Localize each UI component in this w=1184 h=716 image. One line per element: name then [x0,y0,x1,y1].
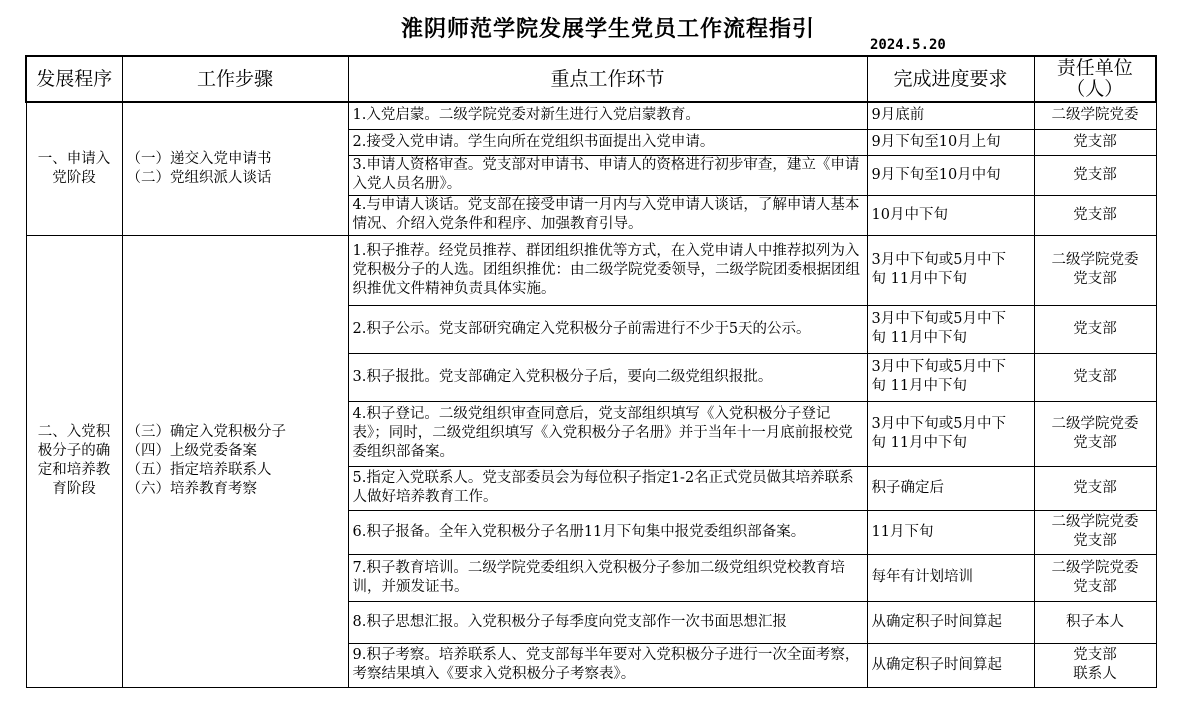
schedule-line: 旬 11月中下旬 [871,378,968,394]
unit-line: 二级学院党委 [1051,107,1139,124]
stage-cell [26,235,122,687]
unit-line: 二级学院党委 [1051,252,1139,268]
task-cell: 1.积子推荐。经党员推荐、群团组织推优等方式，在入党申请人中推荐拟列为入党积极分子的人选。团组织推优：由二级学院党委领导，二级学院团委根据团组织推优文件精神负责具体实施。 [348,235,867,305]
stage-label-line: 育阶段 [52,481,96,497]
schedule-line: 11月下旬 [871,523,934,540]
work-step: （三）确定入党积极分子 [126,424,286,440]
unit-cell [1034,353,1156,401]
stage-label-line: 极分子的确 [37,443,111,459]
schedule-line: 3月中下旬或5月中下 [871,415,1006,432]
unit-line: 党支部 [1073,206,1117,223]
unit-cell [1034,155,1156,195]
schedule-line: 9月下旬至10月中旬 [871,166,1001,183]
unit-line: 二级学院党委 [1051,415,1139,432]
schedule-line: 10月中下旬 [871,206,948,223]
unit-line: 党支部 [1073,368,1117,385]
task-cell: 3.申请人资格审查。党支部对申请书、申请人的资格进行初步审查，建立《申请入党人员名册》。 [348,155,867,195]
task-cell: 4.与申请人谈话。党支部在接受申请一月内与入党申请人谈话，了解申请人基本情况、介绍入党条件和程序、加强教育引导。 [348,195,867,235]
schedule-cell [867,129,1034,155]
table-row [26,102,1156,129]
work-step: （二）党组织派人谈话 [126,169,272,186]
unit-line: 党支部 [1073,533,1117,549]
unit-line: 党支部 [1073,271,1117,287]
schedule-line: 3月中下旬或5月中下 [871,359,1006,375]
steps-cell [122,235,348,687]
unit-cell [1034,195,1156,235]
unit-line: 积子本人 [1066,613,1124,630]
schedule-line: 9月下旬至10月上旬 [871,133,1001,150]
unit-cell [1034,102,1156,129]
schedule-line: 9月底前 [871,107,925,124]
steps-cell [122,102,348,235]
task-cell: 2.积子公示。党支部研究确定入党积极分子前需进行不少于5天的公示。 [348,305,867,353]
unit-cell [1034,601,1156,643]
unit-line: 党支部 [1073,479,1117,496]
schedule-cell [867,401,1034,466]
work-step: （六）培养教育考察 [126,481,257,497]
schedule-cell [867,305,1034,353]
stage-label-line: 一、申请入 [37,150,111,167]
schedule-cell [867,155,1034,195]
schedule-line: 3月中下旬或5月中下 [871,252,1006,268]
page-title: 淮阴师范学院发展学生党员工作流程指引 [400,17,815,42]
stage-label-line: 二、入党积 [37,424,111,440]
task-cell: 3.积子报批。党支部确定入党积极分子后，要向二级党组织报批。 [348,353,867,401]
unit-cell [1034,510,1156,554]
header-task: 重点工作环节 [348,56,867,102]
document-date: 2024.5.20 [870,37,946,53]
unit-line: 党支部 [1073,647,1117,663]
unit-cell [1034,554,1156,601]
schedule-cell [867,510,1034,554]
task-cell: 8.积子思想汇报。入党积极分子每季度向党支部作一次书面思想汇报 [348,601,867,643]
task-cell: 2.接受入党申请。学生向所在党组织书面提出入党申请。 [348,129,867,155]
task-cell: 1.入党启蒙。二级学院党委对新生进行入党启蒙教育。 [348,102,867,129]
header-schedule: 完成进度要求 [867,56,1034,102]
stage-label-line: 定和培养教 [37,462,111,478]
schedule-line: 从确定积子时间算起 [871,656,1002,673]
workflow-table [25,55,1157,688]
unit-cell [1034,643,1156,687]
unit-cell [1034,466,1156,510]
schedule-line: 旬 11月中下旬 [871,330,968,346]
schedule-cell [867,554,1034,601]
task-cell: 7.积子教育培训。二级学院党委组织入党积极分子参加二级党组织党校教育培训，并颁发证书。 [348,554,867,601]
schedule-cell [867,466,1034,510]
schedule-line: 3月中下旬或5月中下 [871,311,1006,327]
unit-line: 二级学院党委 [1051,559,1139,576]
schedule-line: 每年有计划培训 [871,569,973,585]
table-row [26,235,1156,305]
task-cell: 9.积子考察。培养联系人、党支部每半年要对入党积极分子进行一次全面考察，考察结果填入《要求入党积极分子考察表》。 [348,643,867,687]
unit-line: 党支部 [1073,320,1117,337]
schedule-cell [867,235,1034,305]
work-step: （四）上级党委备案 [126,443,257,459]
schedule-line: 积子确定后 [871,479,944,496]
schedule-cell [867,353,1034,401]
schedule-cell [867,102,1034,129]
stage-cell [26,102,122,235]
schedule-cell [867,601,1034,643]
unit-line: 党支部 [1073,133,1117,150]
schedule-line: 旬 11月中下旬 [871,434,968,451]
schedule-line: 从确定积子时间算起 [871,613,1002,630]
table-header-row [26,56,1156,102]
schedule-line: 旬 11月中下旬 [871,271,968,287]
header-steps: 工作步骤 [122,56,348,102]
unit-line: 党支部 [1073,578,1117,595]
unit-cell [1034,401,1156,466]
unit-line: 党支部 [1073,166,1117,183]
unit-line: 党支部 [1073,434,1117,451]
unit-line: 联系人 [1073,666,1117,682]
header-unit: 责任单位（人） [1034,56,1156,102]
task-cell: 6.积子报备。全年入党积极分子名册11月下旬集中报党委组织部备案。 [348,510,867,554]
task-cell: 5.指定入党联系人。党支部委员会为每位积子指定1-2名正式党员做其培养联系人做好培养教育工作。 [348,466,867,510]
schedule-cell [867,195,1034,235]
unit-cell [1034,129,1156,155]
unit-cell [1034,235,1156,305]
header-stage: 发展程序 [26,56,122,102]
schedule-cell [867,643,1034,687]
stage-label-line: 党阶段 [52,169,96,186]
work-step: （五）指定培养联系人 [126,462,272,478]
work-step: （一）递交入党申请书 [126,150,272,167]
task-cell: 4.积子登记。二级党组织审查同意后，党支部组织填写《入党积极分子登记表》；同时，二级党组织填写《入党积极分子名册》并于当年十一月底前报校党委组织部备案。 [348,401,867,466]
table-body [26,102,1156,687]
unit-cell [1034,305,1156,353]
unit-line: 二级学院党委 [1051,514,1139,530]
